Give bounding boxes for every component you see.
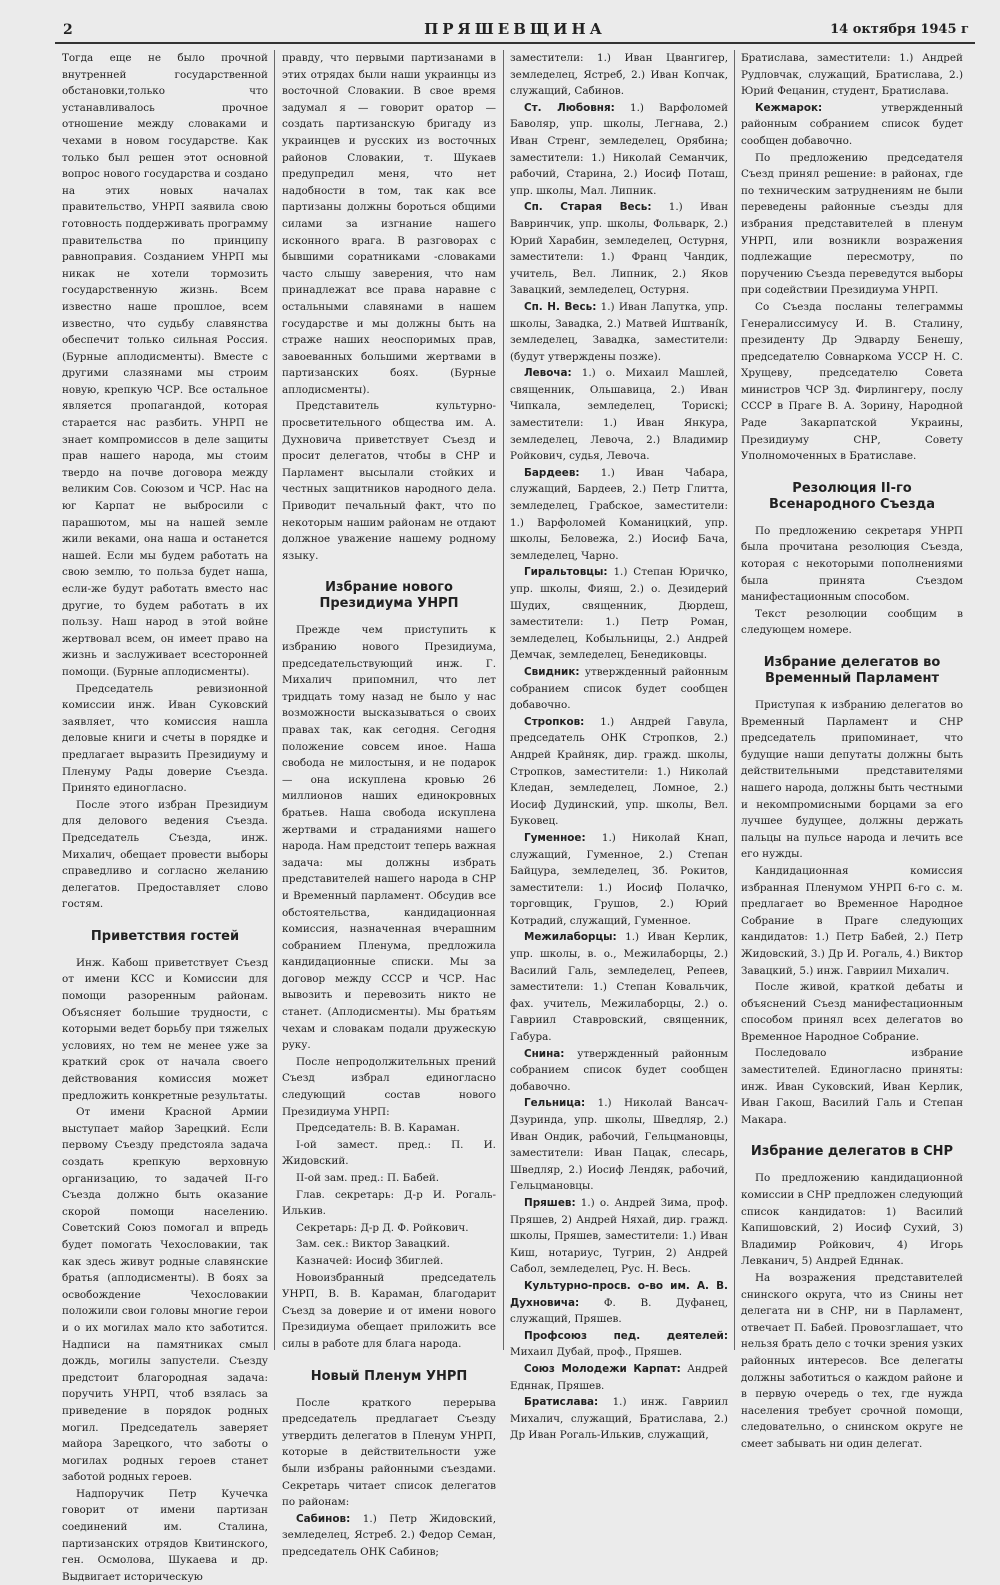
paragraph: Тогда еще не было прочной внутренней государственной обстановки,только что устанавливалось прочное отношение между словаками и чехами в новом государстве. Как только был решен этот основной вопрос нового государства и создано на этих новых началах правительство, УНРП заявила свою готовность поддерживать программу правительства по принципу равноправия. Созданием УНРП мы никак не хотели тормозить государственную жизнь. Всем известно наше прошлое, всем известно, что судьбу славянства обеспечит только сильная Россия. (Бурные аплодисменты). Вместе с другими слазянами мы строим новую, крепкую ЧСР. Все остальное является пропагандой, которая старается нас разбить. УНРП не знает компромиссов в деле защиты прав нашего народа, мы стоим твердо на почве договора между великим Сов. Союзом и ЧСР. Нас на юг Карпат не выбросили с парашютом, мы на нашей земле жили веками, она наша и останется нашей. Если мы будем работать на свою землю, то польза будет наша, если-же будут работать вместо нас другие, то будем работать в их пользу. Наш народ в этой войне жертвовал всем, он имеет право на жизнь и заслуживает всесторонней помощи. (Бурные аплодисменты). <box>62 52 268 678</box>
district-name: Гуменное: <box>524 831 586 844</box>
paragraph: После живой, краткой дебаты и объяснений Съезд манифестационным способом принял всех делегатов во Временное Народное Собрание. <box>741 981 963 1043</box>
paragraph: Инж. Кабош приветствует Съезд от имени КСС и Комиссии для помощи разоренным районам. Объясняет большие трудности, с которыми ведет борьбу при тяжелых условиях, но тем не менее уже за краткий срок от начала своего действования комиссия может предложить конкретные результаты. <box>62 956 268 1102</box>
paragraph: От имени Красной Армии выступает майор Зарецкий. Если первому Съезду предстояла задача создать крепкую верховную организацию, то задачей II-го Съезда должно быть оказание скорой помощи населению. Советский Союз помогал и впредь будет помогать Чехословакии, так как здесь живут родные славянские братья (аплодисменты). В боях за освобождение Чехословакии положили свои головы многие герои и о их могилах мало кто заботится. Надписи на памятниках смыл дождь, могилы запустели. Съезду предстоит благородная задача: поручить УНРП, чтоб взялась за приведение в порядок родных могил. Председатель заверяет майора Зарецкого, что заботы о могилах родных героев станет заботой родных героев. <box>62 1106 268 1484</box>
district-name: Сабинов: <box>296 1512 351 1525</box>
presidium-member: Зам. сек.: Виктор Завацкий. <box>296 1238 450 1251</box>
issue-date: 14 октября 1945 г <box>830 22 969 37</box>
district-entry <box>510 1046 728 1096</box>
paragraph: После непродолжительных прений Съезд избрал единогласно следующий состав нового Президиума УНРП: <box>282 1055 496 1118</box>
district-entry <box>510 199 728 299</box>
paragraph: Новоизбранный председатель УНРП, В. В. Караман, благодарит Съезд за доверие и от имени нового Президиума обещает приложить все силы в работе для блага народа. <box>282 1271 496 1350</box>
district-name: Профсоюз пед. деятелей: <box>524 1329 728 1342</box>
presidium-member: I-ой замест. пред.: П. И. Жидовский. <box>282 1138 496 1168</box>
district-delegates: 1.) Петр Жидовский, земледелец, Ястреб. 2.) Федор Семан, председатель ОНК Сабинов; <box>282 1512 496 1558</box>
district-name: Межилаборцы: <box>524 931 617 944</box>
column-4 <box>741 50 963 1450</box>
district-name: Союз Молодежи Карпат: <box>524 1362 681 1375</box>
district-name: Братислава: <box>524 1396 599 1409</box>
district-entry <box>510 465 728 565</box>
district-entry <box>510 1394 728 1444</box>
section-heading-resolution: Резолюция II-го Всенародного Съезда <box>768 480 936 512</box>
district-delegates: 1.) о. Андрей Зима, проф. Пряшев, 2) Андрей Няхай, дир. гражд. школы, Пряшев, заместители: 1.) Иван Киш, нотариус, Тугрин, 2) Андрей Сабол, земледелец, Рус. Н. Весь. <box>510 1196 728 1276</box>
district-entry <box>282 1511 496 1561</box>
district-delegates: Андрей Едннак, Пряшев. <box>510 1362 728 1392</box>
presidium-member: Секретарь: Д-р Д. Ф. Ройкович. <box>296 1221 469 1234</box>
column-rule <box>274 50 275 1350</box>
district-name: Стропков: <box>524 715 585 728</box>
district-delegates: 1.) Варфоломей Баволяр, упр. школы, Легнава, 2.) Иван Стренг, земледелец, Орябина; заместители: 1.) Николай Семанчик, рабочий, Старина, 2.) Иосиф Поташ, упр. школы, Мал. Липник. <box>510 101 729 197</box>
column-1 <box>62 50 268 1583</box>
district-delegates: 1.) Иван Керлик, упр. школы, в. о., Межилаборцы, 2.) Василий Галь, земледелец, Репеев, заместители: 1.) Степан Ковальчик, фах. учитель, Межилаборцы, 2.) о. Гавриил Ставровский, священник, Габура. <box>510 931 728 1044</box>
paragraph: По предложению кандидационной комиссии в СНР предложен следующий список кандидатов: 1) Василий Капишовский, 2) Иосиф Сухий, 3) Владимир Ройкович, 4) Игорь Левканич, 5) Андрей Едннак. <box>741 1172 963 1268</box>
district-entry <box>510 1095 728 1195</box>
district-delegates: 1.) Иван Вавринчик, упр. школы, Фольварк, 2.) Юрий Харабин, земледелец, Остурня, заместители: 1.) Франц Чандик, учитель, Вел. Липник, 2.) Яков Завацкий, земледелец, Остурня. <box>510 201 728 297</box>
paragraph: Надпоручик Петр Кучечка говорит от имени партизан соединений им. Сталина, партизанских отрядов Квитинского, ген. Осмолова, Шукаева и др. Выдвигает историческую <box>62 1487 268 1583</box>
presidium-member: Глав. секретарь: Д-р И. Рогаль-Илькив. <box>282 1188 496 1218</box>
section-heading-presidium: Избрание нового Президиума УНРП <box>319 580 459 612</box>
presidium-member: Казначей: Иосиф Збиглей. <box>296 1254 444 1267</box>
paragraph: По предложению председателя Съезд принял решение: в районах, где по техническим затруднениям не были переведены районные съезды для избрания представителей в пленум УНРП, или возникли возражения подлежащие пересмотру, по поручению Съезда переведутся выборы при содействии Президиума УНРП. <box>741 151 963 297</box>
district-entry <box>510 1278 728 1328</box>
district-name: Сп. Старая Весь: <box>524 201 652 214</box>
district-name: Снина: <box>524 1047 565 1060</box>
district-name: Культурно-просв. о-во им. А. В. Духновича: <box>510 1279 728 1309</box>
district-delegates: утвержденный районным собранием список будет сообщен добавочно. <box>510 665 728 712</box>
section-heading-snr: Избрание делегатов в СНР <box>750 1144 954 1160</box>
paragraph: Прежде чем приступить к избранию нового Президиума, председательствующий инж. Г. Михалич припомнил, что лет тридцать тому назад не было у нас возможности высказываться о своих правах так, как сегодня. Сегодня положение совсем иное. Наша свобода не милостыня, и не подарок — она искуплена кровью 26 миллионов наших единокровных братьев. Наша свобода искуплена жертвами и страданиями нашего народа. Нам предстоит теперь важная задача: мы должны избрать представителей нашего народа в СНР и Временный парламент. Обсудив все обстоятельства, кандидационная комиссия, назначенная вчерашним собранием Пленума, предложила кандидационные списки. Мы за договор между СССР и ЧСР. Нас вывозить и перевозить никто не станет. (Аплодисменты). Мы братьям чехам и словакам подали дружескую руку. <box>282 624 496 1052</box>
section-heading-plenum: Новый Пленум УНРП <box>310 1368 468 1384</box>
column-rule <box>503 50 504 1350</box>
district-name: Гельница: <box>524 1097 586 1110</box>
district-delegates: 1.) Николай Кнап, служащий, Гуменное, 2.) Степан Байцура, земледелец, Зб. Рокитов, заместители: 1.) Иосиф Полачко, торговщик, Грушов, 2.) Юрий Котрадий, служащий, Гуменное. <box>510 831 728 927</box>
column-2 <box>282 50 496 1558</box>
district-entry <box>510 1328 728 1361</box>
paragraph: Со Съезда посланы телеграммы Генералиссимусу И. В. Сталину, президенту Др Эдварду Бенешу, председателю Совнаркома УССР Н. С. Хрущеву, председателю Совета министров ЧСР Зд. Фирлингеру, послу СССР в Праге В. А. Зорину, Народной Раде Закарпатской Украины, Президиуму СНР, Совету Уполномоченных в Братиславе. <box>741 300 963 463</box>
district-delegates: 1.) Иван Чабара, служащий, Бардеев, 2.) Петр Глитта, земледелец, Грабское, заместители: 1.) Варфоломей Команицкий, упр. школы, Беловежа, 2.) Иосиф Бача, земледелец, Чарно. <box>510 466 728 562</box>
presidium-member: Председатель: В. В. Караман. <box>296 1122 460 1135</box>
newspaper-title: ПРЯШЕВЩИНА <box>424 20 606 38</box>
district-name: Гиральтовцы: <box>524 566 608 579</box>
district-entry <box>510 830 728 930</box>
paragraph: По предложению секретаря УНРП была прочитана резолюция Съезда, которая с некоторыми пополнениями была принята Съездом манифестационным способом. <box>741 524 963 604</box>
district-entry <box>510 1361 728 1394</box>
district-entry <box>510 365 728 465</box>
paragraph: Председатель ревизионной комиссии инж. Иван Суковский заявляет, что комиссия нашла деловые книги и счеты в порядке и предлагает выразить Президиуму и Пленуму Рады доверие Съезда. Принято единогласно. <box>62 682 268 795</box>
district-name: Свидник: <box>524 665 580 678</box>
district-name: Пряшев: <box>524 1196 576 1209</box>
district-delegates: утвержденный районным собранием список будет сообщен добавочно. <box>510 1047 728 1093</box>
column-rule <box>734 50 735 1350</box>
paragraph: Представитель культурно-просветительного общества им. А. Духновича приветствует Съезд и просит делегатов, чтобы в СНР и Парламент высылали стойких и честных защитников народного дела. Приводит печальный факт, что по некоторым нашим районам не отдают должное уважение нашему родному языку. <box>282 400 496 562</box>
paragraph: После краткого перерыва председатель предлагает Съезду утвердить делегатов в Пленум УНРП, которые в действительности уже были избраны районными съездами. Секретарь читает список делегатов по районам: <box>282 1396 496 1509</box>
district-delegates: 1.) о. Михаил Машлей, священник, Ольшавица, 2.) Иван Чипкала, земледелец, Торискi; заместители: 1.) Иван Янкура, земледелец, Левоча, 2.) Владимир Ройкович, судья, Левоча. <box>510 367 728 463</box>
district-delegates: 1.) Андрей Гавула, председатель ОНК Стропков, 2.) Андрей Крайняк, дир. гражд. школы, Стропков, заместители: 1.) Николай Кледан, земледелец, Ломное, 2.) Иосиф Дудинский, упр. школы, Вел. Буковец. <box>510 715 728 828</box>
district-delegates: утвержденный районным собранием список будет сообщен добавочно. <box>741 101 963 147</box>
presidium-member: II-ой зам. пред.: П. Бабей. <box>296 1172 440 1184</box>
column-3 <box>510 50 729 1442</box>
paragraph: После этого избран Президиум для делового ведения Съезда. Председатель Съезда, инж. Михалич, обещает провести выборы справедливо и согласно желанию делегатов. Предоставляет слово гостям. <box>62 798 268 911</box>
section-heading-parliament: Избрание делегатов во Временный Парламент <box>763 655 941 686</box>
district-delegates: 1.) Николай Вансач-Дзуринда, упр. школы, Шведляр, 2.) Иван Ондик, рабочий, Гельцмановцы, заместители: Иван Пацак, слесарь, Шведляр, 2.) Иосиф Лендяк, рабочий, Гельцмановцы. <box>510 1097 728 1193</box>
district-delegates: 1.) Иван Лапутка, упр. школы, Завадка, 2.) Матвей Иштванík, земледелец, Завадка, заместители: (будут утверждены позже). <box>510 300 728 363</box>
district-entry <box>741 100 963 150</box>
district-delegates: 1.) инж. Гавриил Михалич, служащий, Братислава, 2.) Др Иван Рогаль-Илькив, служащий, <box>510 1396 728 1442</box>
district-delegates: Братислава, заместители: 1.) Андрей Рудловчак, служащий, Братислава, 2.) Юрий Фецанин, студент, Братислава. <box>741 52 963 98</box>
district-name: Ст. Любовня: <box>524 101 615 114</box>
district-delegates: заместители: 1.) Иван Цвангигер, земледелец, Ястреб, 2.) Иван Копчак, служащий, Сабинов. <box>510 52 728 98</box>
page-header <box>55 18 975 44</box>
district-entry <box>510 929 728 1045</box>
district-entry <box>510 100 728 200</box>
paragraph: Приступая к избранию делегатов во Временный Парламент и СНР председатель припоминает, что будущие наши депутаты должны быть действительными представителями нашего народа, должны быть честными и некомпромисными борцами за его лучшее будущее, должны держать пальцы на пульсе народа и лечить все его нужды. <box>741 699 963 861</box>
district-name: Сп. Н. Весь: <box>524 300 597 313</box>
paragraph: Текст резолюции сообщим в следующем номере. <box>741 607 963 637</box>
district-name: Кежмарок: <box>755 101 823 114</box>
district-delegates: Ф. В. Дуфанец, служащий, Пряшев. <box>510 1296 728 1326</box>
district-entry <box>510 1195 728 1278</box>
paragraph: Кандидационная комиссия избранная Пленумом УНРП 6-го с. м. предлагает во Временное Народное Собрание в Праге следующих кандидатов: 1.) Петр Бабей, 2.) Петр Жидовский, 3.) Др И. Рогаль, 4.) Виктор Завацкий, 5.) инж. Гавриил Михалич. <box>741 864 963 977</box>
district-entry <box>510 564 728 664</box>
district-entry <box>510 664 728 714</box>
district-entry <box>510 299 728 365</box>
district-name: Бардеев: <box>524 466 580 479</box>
section-heading-greetings: Приветствия гостей <box>90 928 240 944</box>
district-entry <box>510 714 728 830</box>
district-delegates: Михаил Дубай, проф., Пряшев. <box>510 1346 683 1359</box>
district-delegates: 1.) Степан Юричко, упр. школы, Фияш, 2.) о. Дезидерий Шудих, священник, Дюрдеш, заместители: 1.) Петр Роман, земледелец, Кобыльницы, 2.) Андрей Демчак, земледелец, Бенедиковцы. <box>510 566 728 662</box>
paragraph: правду, что первыми партизанами в этих отрядах были наши украинцы из восточной Словакии. В свое время задумал я — говорит оратор — создать партизанскую бригаду из украинцев и русских из восточных районов Словакии, т. Шукаев предупредил меня, что нет надобности в том, так как все партизаны должны бороться общими силами за изгнание нашего исконного врага. В разговорах с бывшими соратниками -словаками часто слышу заверения, что нам принадлежат все права наравне с остальными славянами в нашем государстве и мы должны быть на страже наших неоспоримых прав, завоеванных большими жертвами в партизанских боях. (Бурные аплодисменты). <box>282 52 496 396</box>
paragraph: На возражения представителей снинского округа, что из Снины нет делегата ни в СНР, ни в Парламент, отвечает П. Бабей. Провозглашает, что нельзя брать дело с точки зрения узких районных интересов. Все делегаты должны заботиться о каждом районе и в первую очередь о тех, где нужда населения требует срочной помощи, следовательно, о снинском округе не смеет забывать ни один делегат. <box>741 1272 963 1450</box>
district-name: Левоча: <box>524 367 572 380</box>
page-number: 2 <box>63 22 73 38</box>
paragraph: Последовало избрание заместителей. Единогласно приняты: инж. Иван Суковский, Иван Керлик, Иван Гакош, Василий Галь и Степан Макара. <box>741 1047 963 1126</box>
